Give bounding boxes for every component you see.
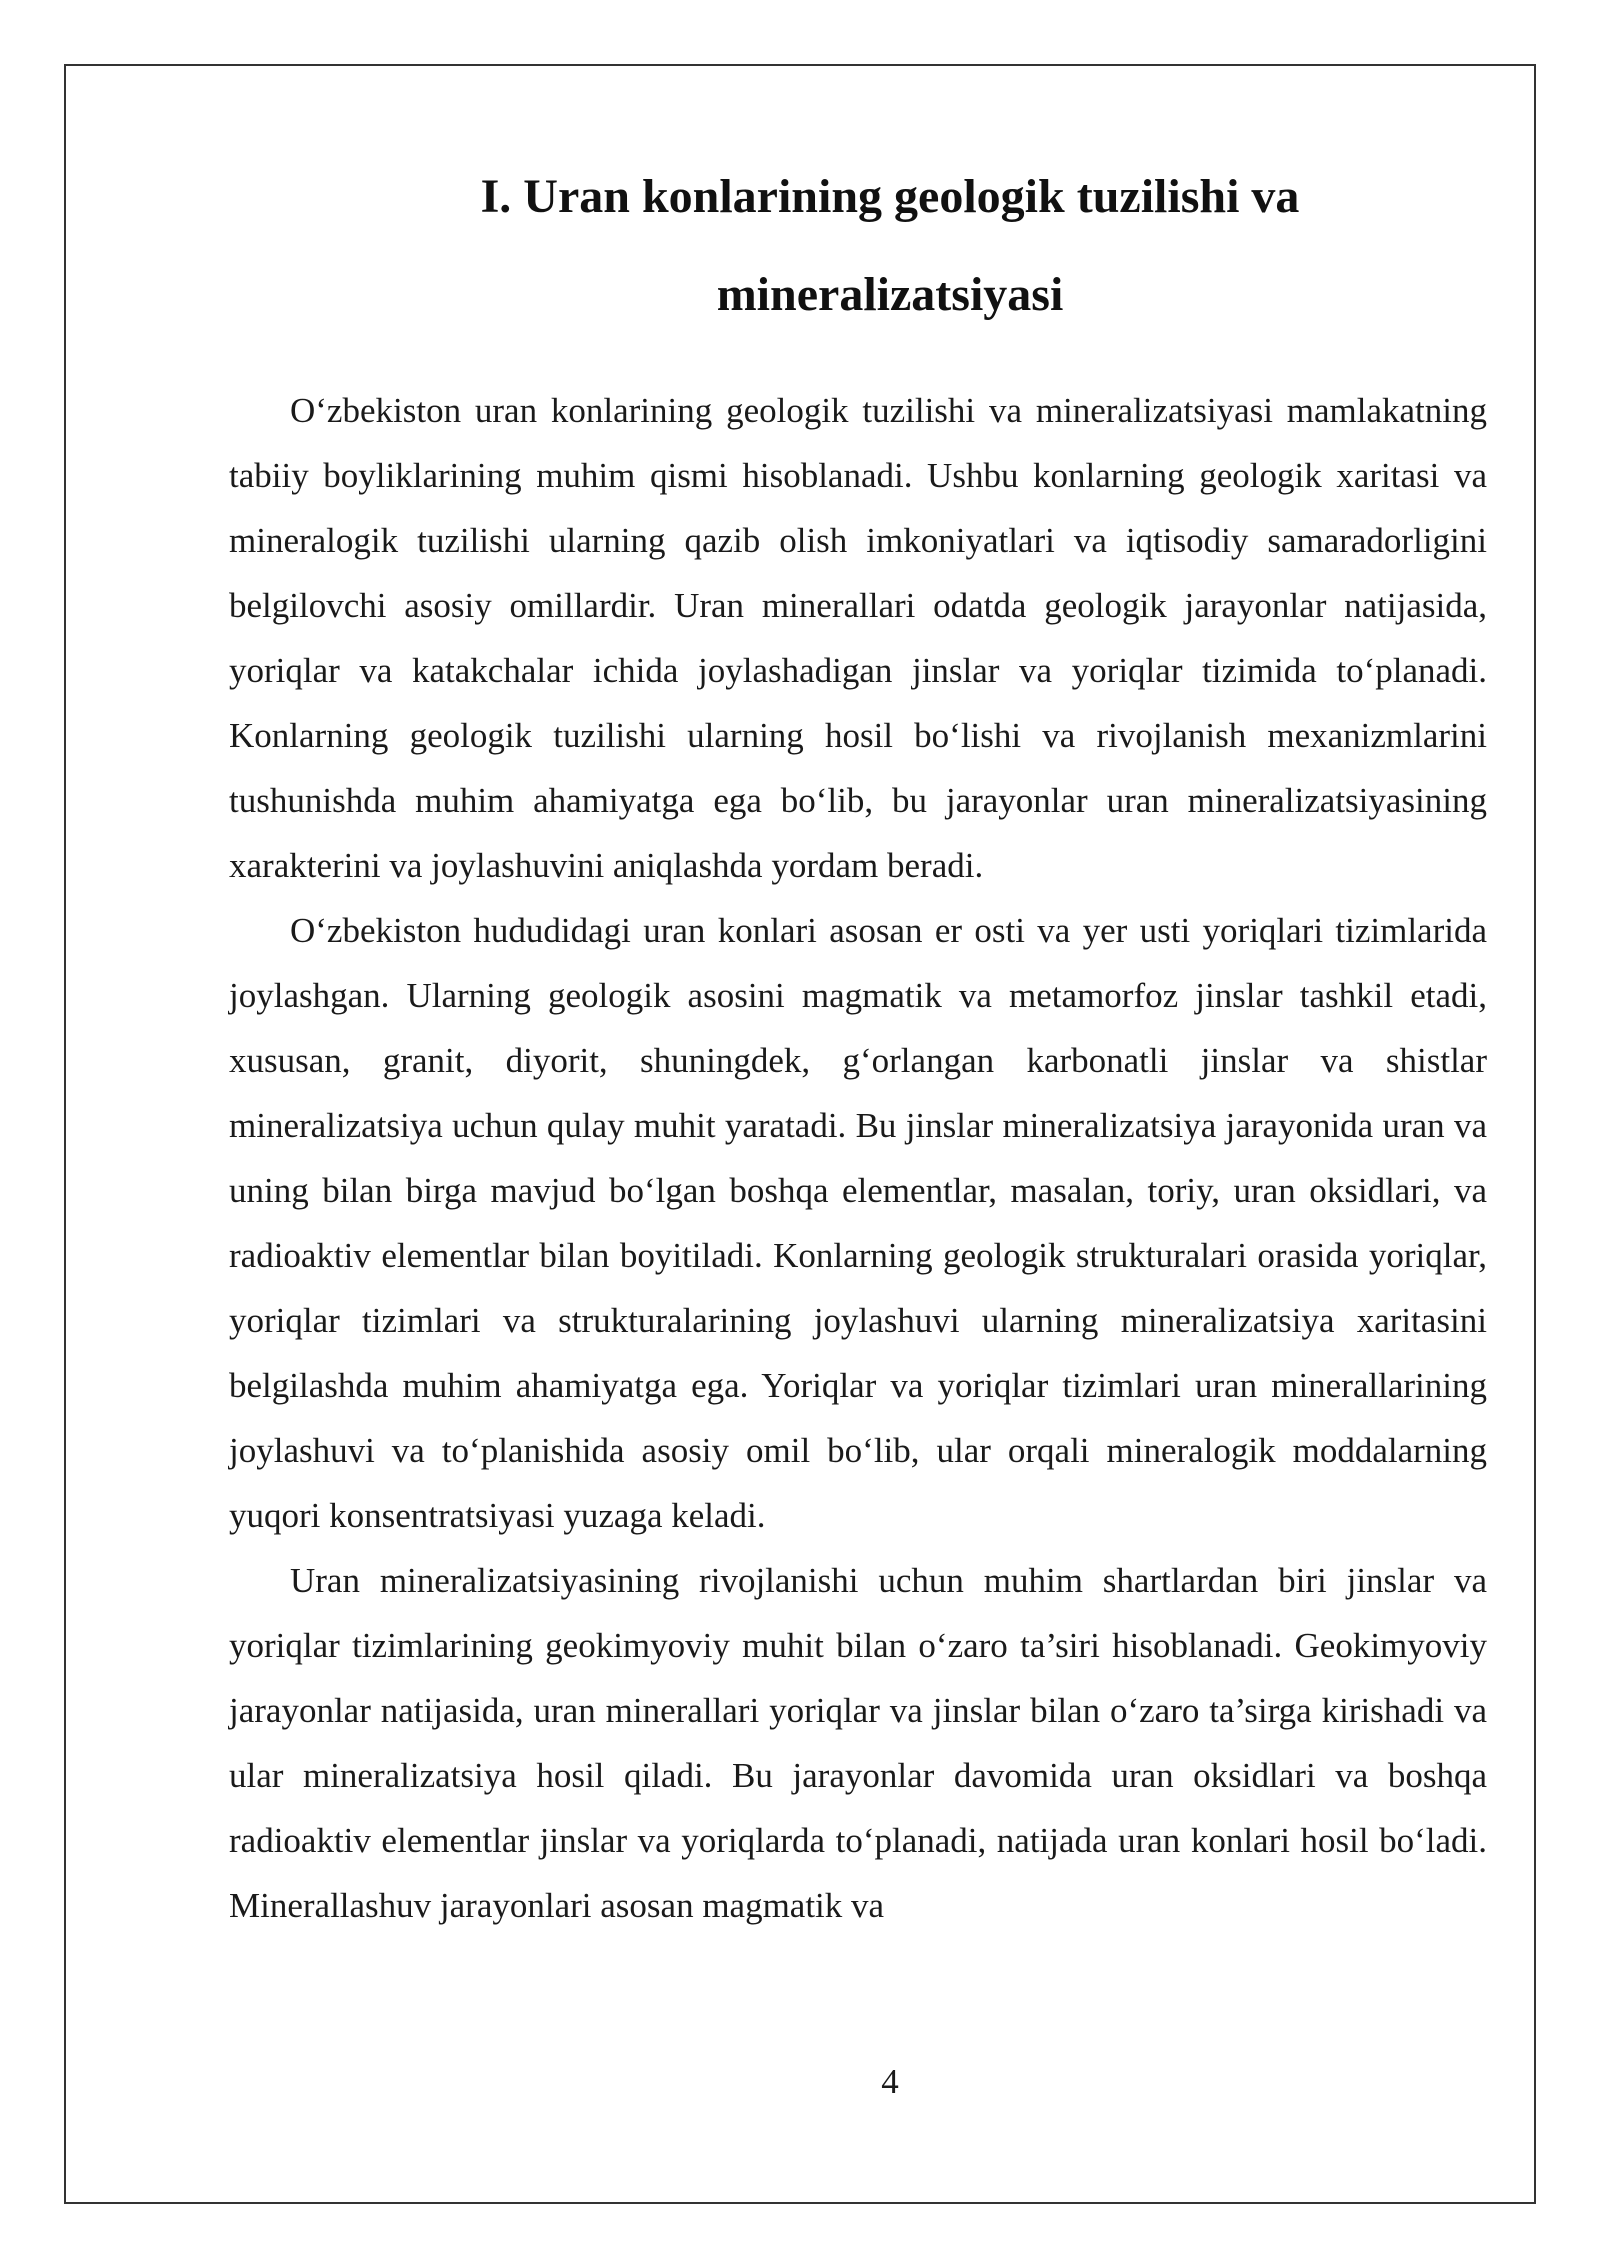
- page-number: 4: [881, 2062, 899, 2101]
- section-title: I. Uran konlarining geologik tuzilishi va mineralizatsiyasi: [480, 170, 1300, 321]
- paragraph-1: O‘zbekiston uran konlarining geologik tuzilishi va mineralizatsiyasi mamlakatning tabiiy boyliklarining muhim qismi hisoblanadi. Ushbu konlarning geologik xaritasi va mineralogik tuzilishi ularning qazib olish imkoniyatlari va iqtisodiy samaradorligini belgilovchi asosiy omillardir. Uran minerallari odatda geologik jarayonlar natijasida, yoriqlar va katakchalar ichida joylashadigan jinslar va yoriqlar tizimida to‘planadi. Konlarning geologik tuzilishi ularning hosil bo‘lishi va rivojlanish mexanizmlarini tushunishda muhim ahamiyatga ega bo‘lib, bu jarayonlar uran mineralizatsiyasining xarakterini va joylashuvini aniqlashda yordam beradi.: [229, 391, 1487, 885]
- paragraph-2: O‘zbekiston hududidagi uran konlari asosan er osti va yer usti yoriqlari tizimlarida joylashgan. Ularning geologik asosini magmatik va metamorfoz jinslar tashkil etadi, xususan, granit, diyorit, shuningdek, g‘orlangan karbonatli jinslar va shistlar mineralizatsiya uchun qulay muhit yaratadi. Bu jinslar mineralizatsiya jarayonida uran va uning bilan birga mavjud bo‘lgan boshqa elementlar, masalan, toriy, uran oksidlari, va radioaktiv elementlar bilan boyitiladi. Konlarning geologik strukturalari orasida yoriqlar, yoriqlar tizimlari va strukturalarining joylashuvi ularning mineralizatsiya xaritasini belgilashda muhim ahamiyatga ega. Yoriqlar va yoriqlar tizimlari uran minerallarining joylashuvi va to‘planishida asosiy omil bo‘lib, ular orqali mineralogik moddalarning yuqori konsentratsiyasi yuzaga keladi.: [229, 911, 1487, 1535]
- body-text: [229, 378, 1487, 1938]
- paragraph-3: Uran mineralizatsiyasining rivojlanishi uchun muhim shartlardan biri jinslar va yoriqlar tizimlarining geokimyoviy muhit bilan o‘zaro ta’siri hisoblanadi. Geokimyoviy jarayonlar natijasida, uran minerallari yoriqlar va jinslar bilan o‘zaro ta’sirga kirishadi va ular mineralizatsiya hosil qiladi. Bu jarayonlar davomida uran oksidlari va boshqa radioaktiv elementlar jinslar va yoriqlarda to‘planadi, natijada uran konlari hosil bo‘ladi. Minerallashuv jarayonlari asosan magmatik va: [229, 1561, 1487, 1925]
